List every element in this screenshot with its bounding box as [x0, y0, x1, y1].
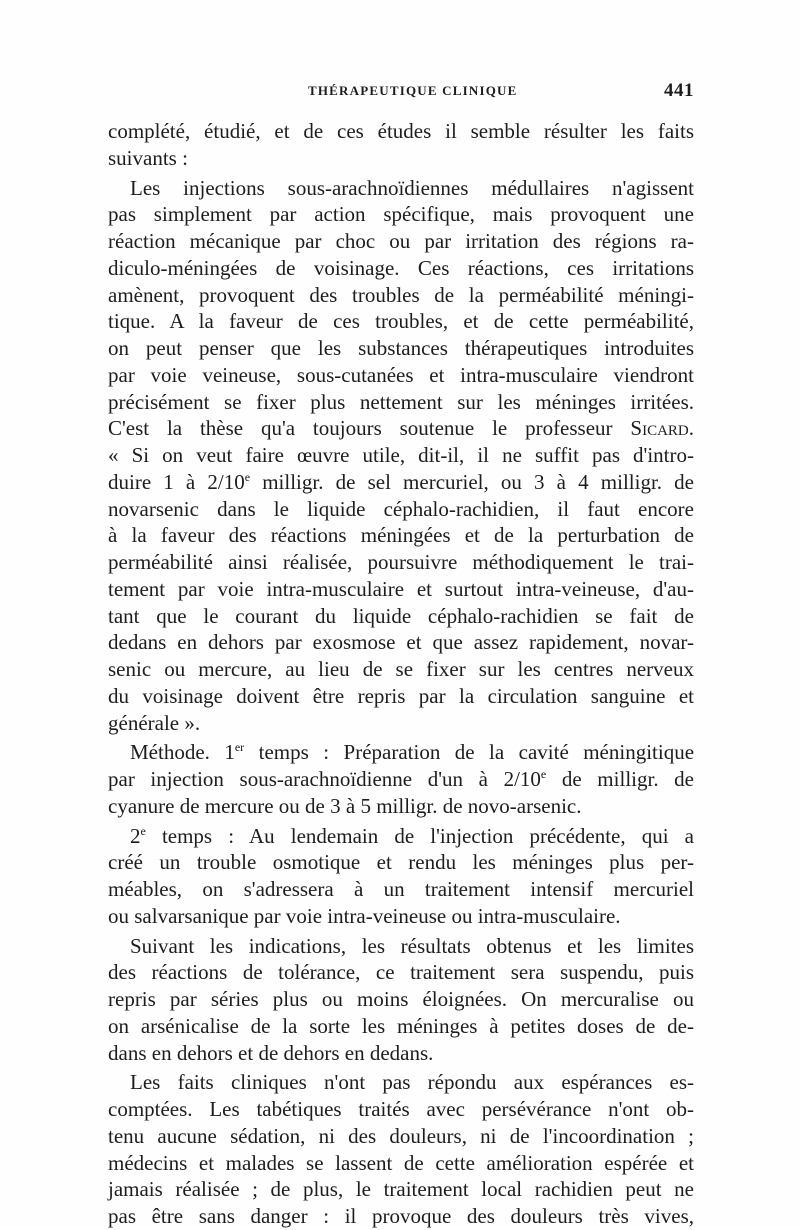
text-line: générale ». [108, 710, 201, 735]
paragraph [108, 175, 694, 737]
paragraph [108, 823, 694, 930]
text-line: « Si on veut faire œuvre utile, dit-il, il ne suffit pas d'intro- [108, 443, 694, 467]
text-line [108, 415, 694, 442]
text-line [108, 823, 694, 850]
text-fragment: temps : Préparation de la cavité méningitique [258, 740, 695, 765]
author-name: Sicard. [630, 416, 694, 441]
text-line: méables, on s'adressera à un traitement intensif mercuriel [108, 877, 694, 901]
text-line: on arsénicalise de la sorte les méninges à petites doses de de- [108, 1013, 694, 1038]
text-line: complété, étudié, et de ces études il semble résulter les faits [108, 119, 694, 143]
text-line: créé un trouble osmotique et rendu les méninges plus per- [108, 850, 694, 875]
ordinal-number: 2 [130, 823, 141, 848]
text-line: tique. A la faveur de ces troubles, et de cette perméabilité, [108, 309, 694, 334]
text-line: perméabilité ainsi réalisée, poursuivre méthodiquement le trai- [108, 550, 694, 574]
ordinal-number: 1 [224, 740, 235, 765]
text-line: des réactions de tolérance, ce traitement sera suspendu, puis [108, 960, 694, 985]
text-line: tement par voie intra-musculaire et surtout intra-veineuse, d'au- [108, 576, 694, 601]
text-fragment: Méthode. [130, 740, 210, 765]
text-line: novarsenic dans le liquide céphalo-rachidien, il faut encore [108, 496, 694, 521]
text-line: Les faits cliniques n'ont pas répondu aux espérances es- [130, 1070, 694, 1095]
text-line: par voie veineuse, sous-cutanées et intra-musculaire viendront [108, 362, 694, 387]
paragraph [108, 933, 694, 1067]
text-fragment: temps : Au lendemain de l'injection précédente, qui a [161, 823, 694, 848]
text-line [108, 766, 694, 793]
text-line: tant que le courant du liquide céphalo-rachidien se fait de [108, 603, 694, 628]
text-line: suivants : [108, 145, 188, 170]
text-line: on peut penser que les substances thérapeutiques introduites [108, 336, 694, 360]
running-head [108, 80, 694, 102]
page-number: 441 [664, 80, 694, 101]
superscript: e [140, 823, 146, 838]
superscript: e [540, 767, 547, 781]
text-line: cyanure de mercure ou de 3 à 5 milligr. de novo-arsenic. [108, 793, 582, 818]
paragraph [108, 739, 694, 819]
text-line: Suivant les indications, les résultats obtenus et les limites [130, 933, 694, 958]
text-fragment: duire 1 à 2/10 [108, 469, 245, 494]
text-line: précisément se fixer plus nettement sur les méninges irritées. [108, 389, 694, 414]
text-line: comptées. Les tabétiques traités avec persévérance n'ont ob- [108, 1097, 694, 1121]
text-line: du voisinage doivent être repris par la circulation sanguine et [108, 683, 694, 708]
text-line: diculo-méningées de voisinage. Ces réactions, ces irritations [108, 255, 694, 280]
text-fragment: par injection sous-arachnoïdienne d'un à 2/10 [108, 767, 541, 791]
text-fragment: C'est la thèse qu'a toujours soutenue le professeur [108, 416, 613, 441]
text-line: repris par séries plus ou moins éloignées. On mercuralise ou [108, 987, 694, 1011]
running-title: THÉRAPEUTIQUE CLINIQUE [308, 83, 518, 98]
text-line: senic ou mercure, au lieu de se fixer sur les centres nerveux [108, 657, 694, 681]
text-line: pas simplement par action spécifique, mais provoquent une [108, 202, 694, 227]
text-line: dans en dehors et de dehors en dedans. [108, 1040, 434, 1065]
text-fragment: de milligr. de [561, 767, 695, 791]
text-line: médecins et malades se lassent de cette amélioration espérée et [108, 1150, 694, 1175]
superscript: e [244, 469, 251, 484]
body-text [108, 118, 694, 1230]
text-line: pas être sans danger : il provoque des douleurs très vives, [108, 1204, 694, 1228]
superscript: er [234, 740, 245, 755]
paragraph [108, 118, 694, 172]
text-line: jamais réalisée ; de plus, le traitement local rachidien peut ne [108, 1177, 694, 1202]
text-line: réaction mécanique par choc ou par irritation des régions ra- [108, 229, 694, 253]
text-line: dedans en dehors par exosmose et que assez rapidement, novar- [108, 630, 694, 655]
text-line: ou salvarsanique par voie intra-veineuse ou intra-musculaire. [108, 903, 621, 928]
text-line [108, 739, 694, 766]
text-line: amènent, provoquent des troubles de la perméabilité méningi- [108, 282, 694, 307]
paragraph [108, 1069, 694, 1230]
text-line: tenu aucune sédation, ni des douleurs, ni de l'incoordination ; [108, 1123, 694, 1148]
text-line: Les injections sous-arachnoïdiennes médullaires n'agissent [130, 175, 694, 200]
text-line: à la faveur des réactions méningées et de la perturbation de [108, 523, 694, 548]
text-line [108, 469, 694, 496]
text-fragment: milligr. de sel mercuriel, ou 3 à 4 milligr. de [262, 469, 695, 494]
